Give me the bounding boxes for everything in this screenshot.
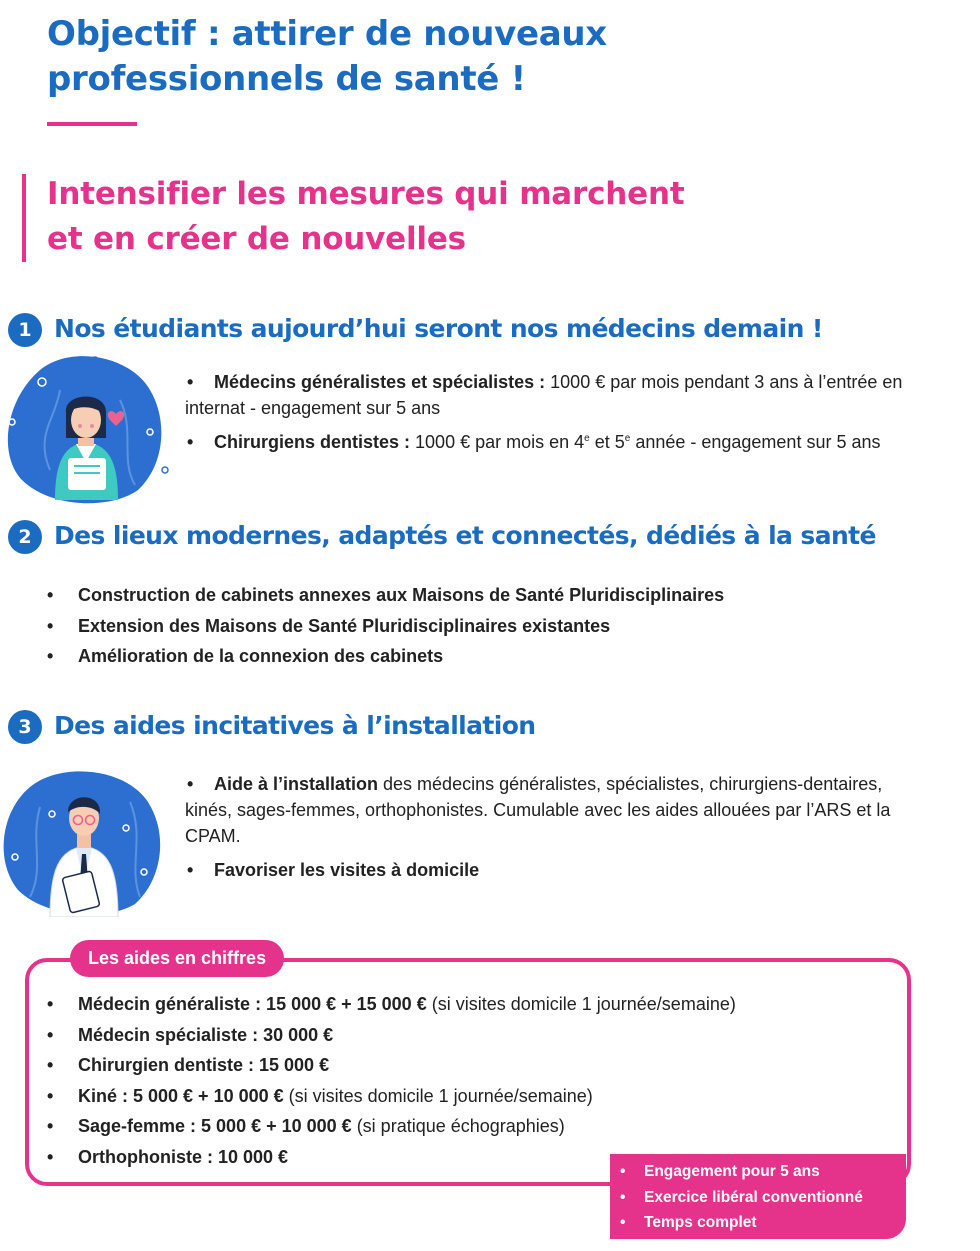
nurse-illustration xyxy=(0,350,172,505)
section-2-title: Des lieux modernes, adaptés et connectés, dédiés à la santé xyxy=(54,521,876,550)
list-item: • Exercice libéral conventionné xyxy=(620,1188,863,1206)
section-2-list xyxy=(47,580,724,672)
section-3-title: Des aides incitatives à l’installation xyxy=(54,711,536,740)
list-item: • Favoriser les visites à domicile xyxy=(187,860,480,880)
page-subtitle xyxy=(47,172,907,262)
section-2-number: 2 xyxy=(8,520,42,554)
aides-list xyxy=(47,989,736,1172)
page-title xyxy=(47,12,907,102)
subtitle-bar xyxy=(22,174,26,262)
list-item: • Sage-femme : 5 000 € + 10 000 € (si pratique échographies) xyxy=(47,1116,565,1136)
list-item: • Chirurgiens dentistes : 1000 € par mois en 4e et 5e année - engagement sur 5 ans xyxy=(187,432,881,452)
page-subtitle-line2: et en créer de nouvelles xyxy=(47,221,466,257)
page-subtitle-line1: Intensifier les mesures qui marchent xyxy=(47,176,685,212)
list-item: • Médecin généraliste : 15 000 € + 15 000 € (si visites domicile 1 journée/semaine) xyxy=(47,994,736,1014)
section-1-title: Nos étudiants aujourd’hui seront nos médecins demain ! xyxy=(54,314,823,343)
title-underline xyxy=(47,122,137,126)
list-item: • Temps complet xyxy=(620,1214,757,1231)
page-title-line2: professionnels de santé ! xyxy=(47,59,526,99)
list-item: • Kiné : 5 000 € + 10 000 € (si visites domicile 1 journée/semaine) xyxy=(47,1085,593,1106)
list-item: • Médecin spécialiste : 30 000 € xyxy=(47,1024,334,1045)
section-1-list xyxy=(185,369,905,455)
list-item: • Chirurgien dentiste : 15 000 € xyxy=(47,1055,330,1075)
conditions-box xyxy=(610,1154,906,1239)
list-item: • Construction de cabinets annexes aux Maisons de Santé Pluridisciplinaires xyxy=(47,585,725,605)
list-item: • Orthophoniste : 10 000 € xyxy=(47,1146,289,1167)
page-title-line1: Objectif : attirer de nouveaux xyxy=(47,14,607,54)
section-3-number: 3 xyxy=(8,710,42,744)
list-item: • Extension des Maisons de Santé Pluridisciplinaires existantes xyxy=(47,615,611,636)
list-item: • Médecins généralistes et spécialistes : 1000 € par mois pendant 3 ans à l’entrée en internat - engagement sur 5 ans xyxy=(185,372,903,418)
list-item: • Aide à l’installation des médecins généralistes, spécialistes, chirurgiens-dentaires, kinés, sages-femmes, orthophonistes. Cumulable avec les aides allouées par l’ARS et la CPAM. xyxy=(185,774,891,846)
section-1-number: 1 xyxy=(8,313,42,347)
aides-box-label: Les aides en chiffres xyxy=(70,940,284,977)
conditions-list xyxy=(620,1159,906,1236)
list-item: • Engagement pour 5 ans xyxy=(620,1163,820,1180)
list-item: • Amélioration de la connexion des cabinets xyxy=(47,646,444,666)
doctor-illustration xyxy=(0,762,172,917)
section-3-list xyxy=(185,771,910,883)
